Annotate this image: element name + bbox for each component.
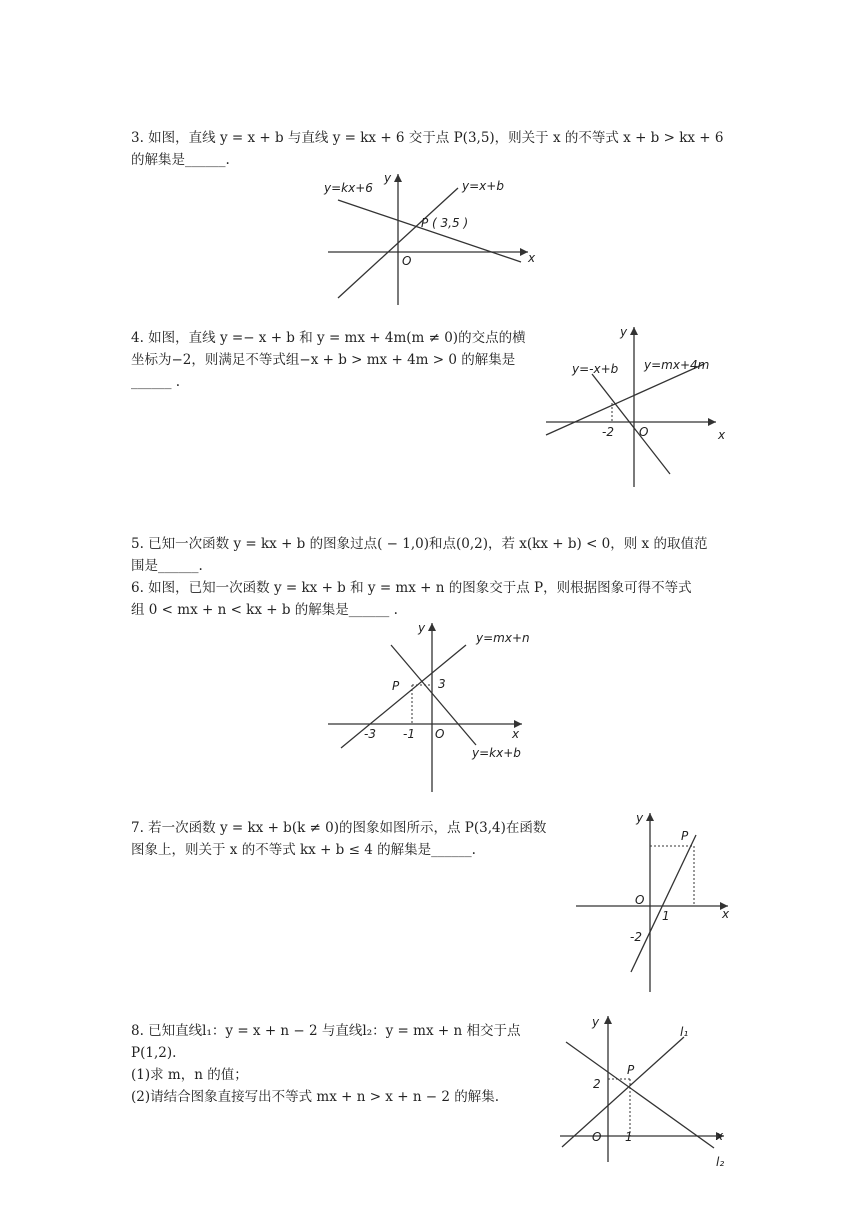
y-axis-arrow xyxy=(394,174,402,182)
label-origin: O xyxy=(402,254,412,268)
label-y-axis: y xyxy=(620,325,628,339)
line-kx-plus-6 xyxy=(338,200,521,262)
label-origin: O xyxy=(592,1130,602,1144)
label-point-p: P ( 3,5 ) xyxy=(421,216,469,230)
label-point-p: P xyxy=(392,679,400,693)
label-mx-plus-4m: y=mx+4m xyxy=(644,358,710,372)
figure-q7 xyxy=(574,810,739,995)
label-y-axis: y xyxy=(384,171,392,185)
question-4 xyxy=(131,327,526,393)
line-l1 xyxy=(562,1037,684,1147)
question-5 xyxy=(131,533,707,577)
question-4-line-3: ______ . xyxy=(131,374,181,390)
question-3 xyxy=(131,127,724,171)
figure-q3 xyxy=(316,170,546,310)
label-origin: O xyxy=(639,425,649,439)
line-l2 xyxy=(566,1042,714,1148)
y-axis-arrow xyxy=(630,327,638,335)
label-x-axis: x xyxy=(512,727,520,741)
label-kx-plus-b: y=kx+b xyxy=(472,746,521,760)
label-origin: O xyxy=(635,893,645,907)
tick-1: 1 xyxy=(662,909,670,923)
tick-1: 1 xyxy=(625,1130,633,1144)
label-point-p: P xyxy=(627,1063,635,1077)
question-7-line-1: 7. 若一次函数 y = kx + b(k ≠ 0)的图象如图所示，点 P(3,4)在函数 xyxy=(131,820,547,836)
label-x-axis: x xyxy=(722,907,730,921)
label-y-axis: y xyxy=(592,1015,600,1029)
label-mx-plus-n: y=mx+n xyxy=(476,631,530,645)
question-5-line-2: 围是______. xyxy=(131,558,203,574)
figure-q4 xyxy=(544,324,734,489)
label-x-axis: x xyxy=(718,428,726,442)
tick-neg-1: -1 xyxy=(403,727,415,741)
line-neg-x-plus-b xyxy=(592,374,670,474)
label-neg-x-plus-b: y=-x+b xyxy=(572,362,619,376)
question-3-line-2: 的解集是______. xyxy=(131,152,230,168)
question-6-line-1: 6. 如图，已知一次函数 y = kx + b 和 y = mx + n 的图象交于点 P，则根据图象可得不等式 xyxy=(131,580,692,596)
label-origin: O xyxy=(435,727,445,741)
label-y-axis: y xyxy=(636,811,644,825)
tick-2: 2 xyxy=(593,1077,601,1091)
y-axis-arrow xyxy=(604,1016,612,1024)
question-5-line-1: 5. 已知一次函数 y = kx + b 的图象过点( − 1,0)和点(0,2)，若 x(kx + b) < 0，则 x 的取值范 xyxy=(131,536,708,552)
question-6-line-2: 组 0 < mx + n < kx + b 的解集是______ . xyxy=(131,602,398,618)
label-x-plus-b: y=x+b xyxy=(462,179,504,193)
question-8-line-3: (1)求 m，n 的值； xyxy=(131,1067,248,1083)
question-7-line-2: 图象上，则关于 x 的不等式 kx + b ≤ 4 的解集是______. xyxy=(131,842,476,858)
question-4-line-1: 4. 如图，直线 y =− x + b 和 y = mx + 4m(m ≠ 0)的交点的横 xyxy=(131,330,526,346)
label-l1: l₁ xyxy=(680,1025,689,1039)
question-6 xyxy=(131,577,692,621)
figure-q6 xyxy=(326,620,541,795)
question-8 xyxy=(131,1020,520,1108)
label-x-axis: x xyxy=(528,251,536,265)
label-l2: l₂ xyxy=(716,1155,725,1169)
tick-neg-2: -2 xyxy=(602,425,614,439)
tick-neg-3: -3 xyxy=(364,727,376,741)
figure-q8 xyxy=(556,1012,736,1177)
label-y-axis: y xyxy=(418,621,426,635)
label-kx-plus-6: y=kx+6 xyxy=(324,181,373,195)
label-x-axis: x xyxy=(716,1129,724,1143)
question-7 xyxy=(131,817,546,861)
question-8-line-2: P(1,2). xyxy=(131,1045,177,1061)
question-4-line-2: 坐标为−2，则满足不等式组−x + b > mx + 4m > 0 的解集是 xyxy=(131,352,516,368)
question-8-line-4: (2)请结合图象直接写出不等式 mx + n > x + n − 2 的解集. xyxy=(131,1089,500,1105)
tick-3: 3 xyxy=(438,677,446,691)
y-axis-arrow xyxy=(428,623,436,631)
y-axis-arrow xyxy=(646,813,654,821)
question-8-line-1: 8. 已知直线l₁：y = x + n − 2 与直线l₂：y = mx + n 相交于点 xyxy=(131,1023,521,1039)
line-mx-plus-4m xyxy=(546,364,704,435)
question-3-line-1: 3. 如图，直线 y = x + b 与直线 y = kx + 6 交于点 P(3,5)，则关于 x 的不等式 x + b > kx + 6 xyxy=(131,130,724,146)
x-axis-arrow xyxy=(520,248,528,256)
tick-neg-2: -2 xyxy=(630,930,642,944)
x-axis-arrow xyxy=(708,418,716,426)
label-point-p: P xyxy=(681,829,689,843)
